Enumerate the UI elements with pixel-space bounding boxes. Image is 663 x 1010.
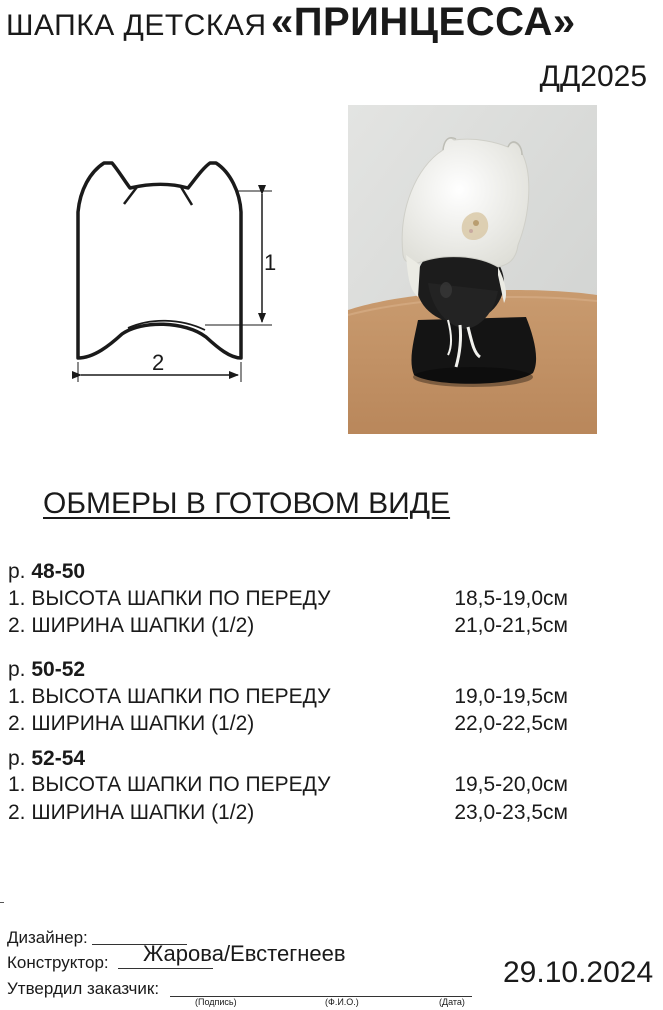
size-prefix: р.: [8, 658, 26, 681]
size-prefix: р.: [8, 560, 26, 583]
width-label: 2. ШИРИНА ШАПКИ (1/2): [8, 614, 255, 637]
size-value: 50-52: [31, 658, 86, 681]
width-label: 2. ШИРИНА ШАПКИ (1/2): [8, 712, 255, 735]
width-value: 22,0-22,5см: [454, 712, 568, 735]
name-hint: (Ф.И.О.): [325, 997, 359, 1007]
width-dimension-label: 2: [152, 350, 165, 375]
date-hint: (Дата): [439, 997, 465, 1007]
document-date: 29.10.2024: [503, 956, 654, 989]
size-heading: [8, 747, 85, 771]
size-value: 52-54: [31, 747, 86, 770]
height-label: 1. ВЫСОТА ШАПКИ ПО ПЕРЕДУ: [8, 773, 331, 796]
size-heading: [8, 658, 85, 682]
product-photo: [348, 105, 597, 434]
width-label: 2. ШИРИНА ШАПКИ (1/2): [8, 801, 255, 824]
height-value: 18,5-19,0см: [454, 587, 568, 610]
height-value: 19,0-19,5см: [454, 685, 568, 708]
constructor-label: Конструктор:: [7, 953, 109, 972]
approved-label: Утвердил заказчик:: [7, 979, 160, 998]
title-prefix: ШАПКА ДЕТСКАЯ: [6, 9, 267, 42]
width-value: 23,0-23,5см: [454, 801, 568, 824]
size-value: 48-50: [31, 560, 86, 583]
corner-mark: [0, 902, 4, 903]
hat-outline: [78, 163, 241, 358]
measurements-heading: ОБМЕРЫ В ГОТОВОМ ВИДЕ: [43, 487, 451, 520]
height-label: 1. ВЫСОТА ШАПКИ ПО ПЕРЕДУ: [8, 685, 331, 708]
height-value: 19,5-20,0см: [454, 773, 568, 796]
size-heading: [8, 560, 85, 584]
hat-diagram: [60, 140, 290, 390]
designer-label: Дизайнер:: [7, 928, 88, 947]
title-name: «ПРИНЦЕССА»: [270, 0, 576, 44]
signature-hint: (Подпись): [195, 997, 237, 1007]
width-value: 21,0-21,5см: [454, 614, 568, 637]
model-code: ДД2025: [539, 60, 647, 93]
constructor-line: [118, 968, 213, 969]
height-dimension-label: 1: [264, 250, 277, 275]
document-title: [6, 0, 576, 45]
height-label: 1. ВЫСОТА ШАПКИ ПО ПЕРЕДУ: [8, 587, 331, 610]
size-prefix: р.: [8, 747, 26, 770]
designer-names: Жарова/Евстегнеев: [143, 941, 346, 966]
